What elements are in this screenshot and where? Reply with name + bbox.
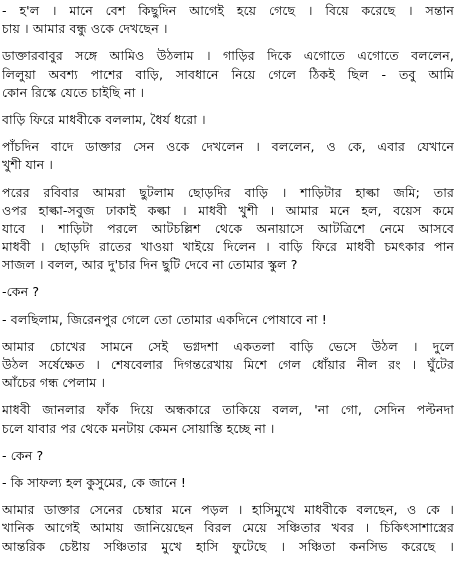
text-line: - কি সাফল্য হল কুসুমের, কে জানে ! — [2, 474, 187, 490]
paragraph — [2, 138, 454, 174]
text-line: মাধবী । ছোড়দি রাতের খাওয়া খাইয়ে দিলেন । বাড়ি ফিরে মাধবী চমৎকার পান — [2, 239, 454, 255]
text-line: সাজল । বলল, আর দু'চার দিন ছুটি দেবে না তোমার স্কুল ? — [2, 257, 298, 273]
text-line: পরের রবিবার আমরা ছুটলাম ছোড়দির বাড়ি । শাড়িটার হাল্কা জমি; তার — [2, 184, 454, 200]
document-page — [2, 2, 454, 565]
paragraph — [2, 2, 454, 38]
text-line: আঁচের গন্ধ পেলাম । — [2, 375, 106, 391]
text-line: পাঁচদিন বাদে ডাক্তার সেন ওকে দেখলেন । বললেন, ও কে, এবার যেখানে — [2, 139, 454, 155]
text-line: লিলুয়া অবশ্য পাশের বাড়ি, সাবধানে নিয়ে গেলে ঠিকই ছিল - তবু আমি — [2, 66, 454, 82]
paragraph — [2, 47, 454, 102]
text-line: আমার চোখের সামনে সেই ভগ্নদশা একতলা বাড়ি ভেসে উঠল । দুলে — [2, 338, 454, 354]
text-line: - কেন ? — [2, 447, 44, 463]
paragraph — [2, 474, 454, 492]
text-line: চলে যাবার পর থেকে মনটায় কেমন সোয়াস্তি হচ্ছে না । — [2, 420, 275, 436]
paragraph — [2, 311, 454, 329]
text-line: মাধবী জানলার ফাঁক দিয়ে অন্ধকারে তাকিয়ে বলল, 'না গো, সেদিন পল্টনদা — [2, 402, 454, 418]
text-line: চায় । আমার বন্ধু ওকে দেখছেন । — [2, 21, 168, 37]
text-line: যাবে । শাড়িটা পরলে আটচল্লিশ থেকে অনায়াসে আটত্রিশে নেমে আসবে — [2, 220, 454, 236]
paragraph — [2, 111, 454, 129]
text-line: আন্তরিক চেষ্টায় সঞ্চিতার মুখে হাসি ফুটেছে । সঞ্চিতা কনসিভ করেছে । — [2, 538, 454, 554]
paragraph — [2, 338, 454, 393]
paragraph — [2, 401, 454, 437]
text-line: আমার ডাক্তার সেনের চেম্বার মনে পড়ল । হাসিমুখে মাধবীকে বলছেন, ও কে । — [2, 502, 454, 518]
text-line: -কেন ? — [2, 284, 40, 300]
text-line: - বলছিলাম, জিরেনপুর গেলে তো তোমার একদিনে পোষাবে না ! — [2, 311, 327, 327]
text-line: ডাক্তারবাবুর সঙ্গে আমিও উঠলাম । গাড়ির দিকে এগোতে এগোতে বললেন, — [2, 48, 454, 64]
text-line: - হ'ল । মানে বেশ কিছুদিন আগেই হয়ে গেছে । বিয়ে করেছে । সন্তান — [2, 3, 454, 18]
text-line: বাড়ি ফিরে মাধবীকে বললাম, ধৈর্য ধরো । — [2, 111, 206, 127]
paragraph — [2, 184, 454, 275]
paragraph — [2, 447, 454, 465]
text-line: কোন রিস্কে যেতে চাইছি না । — [2, 84, 145, 100]
text-line: খানিক আগেই আমায় জানিয়েছেন বিরল মেয়ে সঞ্চিতার খবর । চিকিৎসাশাস্ত্রের — [2, 520, 454, 536]
text-line: ওপর হাল্কা-সবুজ ঢাকাই কল্কা । মাধবী খুশী । আমার মনে হল, বয়েস কমে — [2, 202, 454, 218]
paragraph — [2, 501, 454, 556]
text-line: খুশী যান । — [2, 157, 53, 173]
paragraph — [2, 283, 454, 301]
text-line: উঠল সর্ষেক্ষেত । শেষবেলার দিগন্তরেখায় মিশে গেল ধোঁয়ার নীল রং । ঘুঁটের — [2, 357, 454, 372]
